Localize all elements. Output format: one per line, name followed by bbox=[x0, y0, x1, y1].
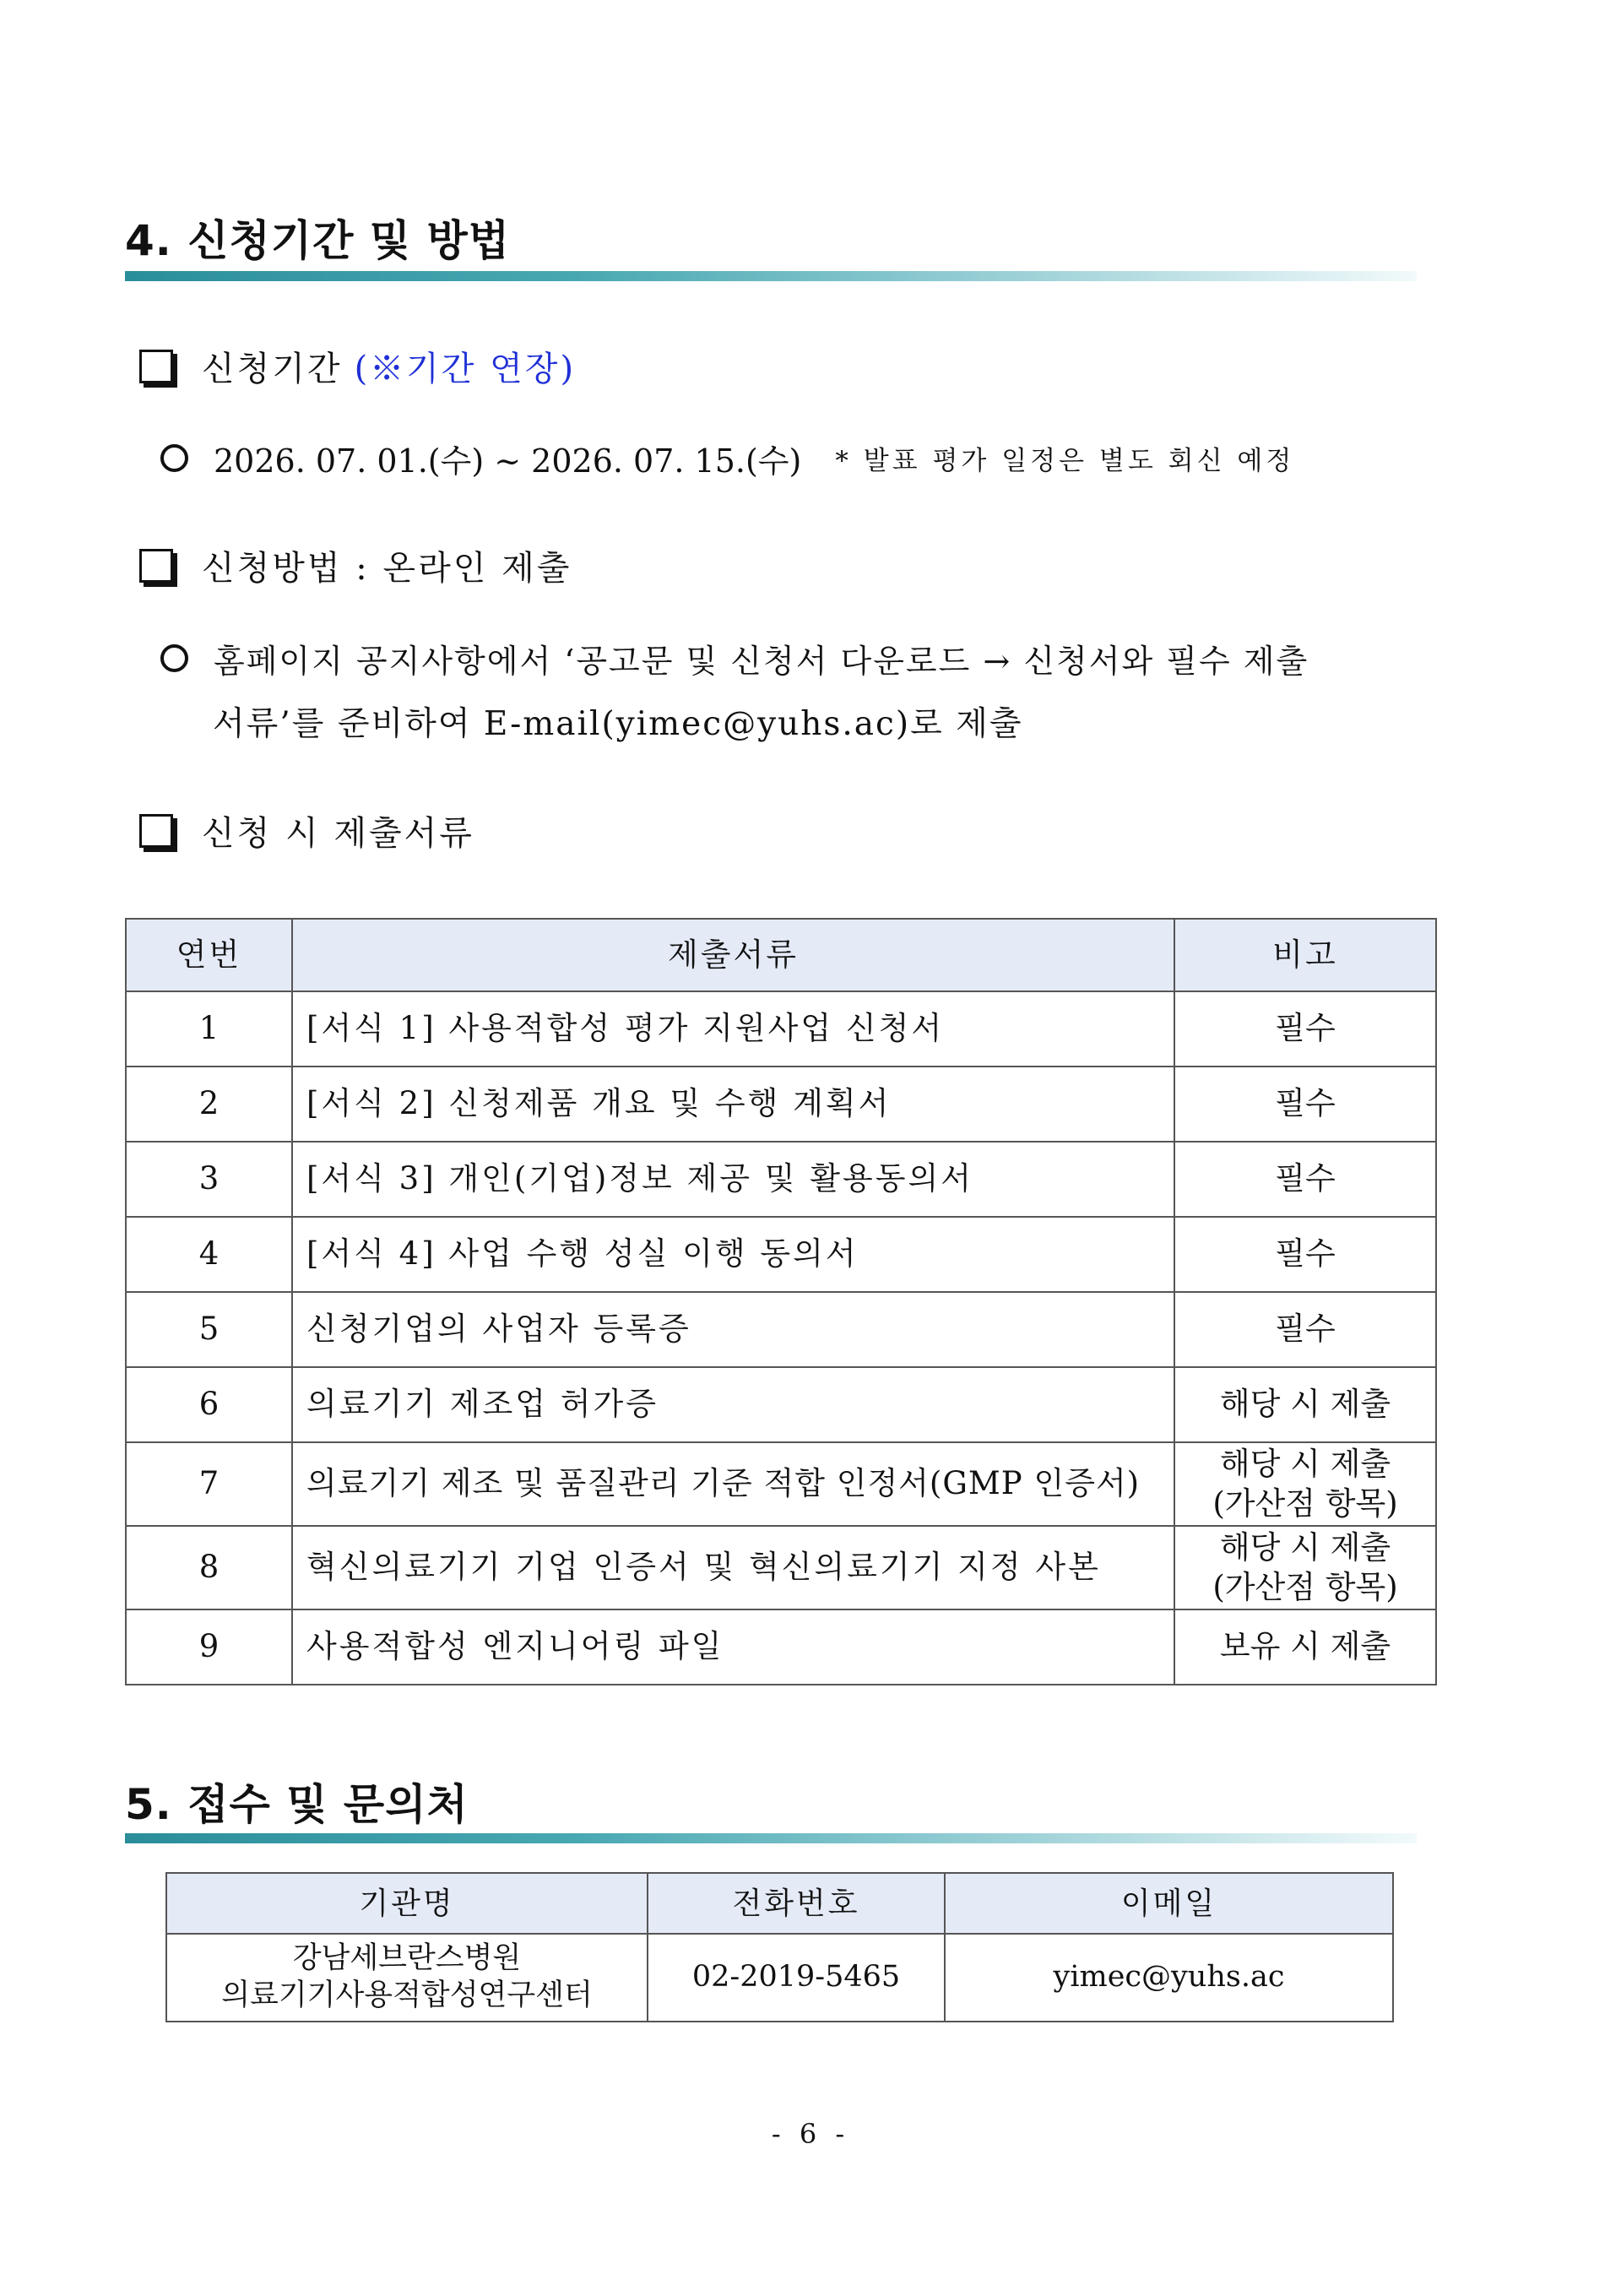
circle-bullet-icon bbox=[160, 644, 188, 672]
organization-name-line-2: 의료기기사용적합성연구센터 bbox=[221, 1978, 593, 2012]
circle-bullet-icon bbox=[160, 444, 188, 472]
table-row bbox=[126, 1526, 1436, 1609]
table-header-row bbox=[126, 919, 1436, 991]
documents-table bbox=[125, 918, 1437, 1685]
row-note bbox=[1174, 1442, 1436, 1526]
table-row bbox=[126, 991, 1436, 1067]
page-number: - 6 - bbox=[771, 2118, 850, 2150]
row-document: 혁신의료기기 기업 인증서 및 혁신의료기기 지정 사본 bbox=[292, 1526, 1174, 1609]
method-heading bbox=[139, 541, 572, 589]
period-dates: 2026. 07. 01.(수) ~ 2026. 07. 15.(수) bbox=[214, 442, 802, 480]
row-document: [서식 1] 사용적합성 평가 지원사업 신청서 bbox=[292, 991, 1174, 1067]
row-document: [서식 4] 사업 수행 성실 이행 동의서 bbox=[292, 1217, 1174, 1292]
column-header-email: 이메일 bbox=[945, 1873, 1393, 1934]
column-header-number: 연번 bbox=[126, 919, 292, 991]
method-heading-label: 신청방법 : 온라인 제출 bbox=[202, 549, 572, 588]
table-row bbox=[126, 1442, 1436, 1526]
checkbox-icon bbox=[139, 350, 173, 383]
row-note: 필수 bbox=[1174, 991, 1436, 1067]
table-row bbox=[126, 1142, 1436, 1217]
column-header-note: 비고 bbox=[1174, 919, 1436, 991]
table-row bbox=[126, 1067, 1436, 1142]
row-number: 2 bbox=[126, 1067, 292, 1142]
row-number: 1 bbox=[126, 991, 292, 1067]
row-number: 8 bbox=[126, 1526, 292, 1609]
row-note bbox=[1174, 1526, 1436, 1609]
row-note: 필수 bbox=[1174, 1292, 1436, 1367]
row-document: [서식 2] 신청제품 개요 및 수행 계획서 bbox=[292, 1067, 1174, 1142]
organization-name-line-1: 강남세브란스병원 bbox=[292, 1941, 522, 1976]
section-4-underline bbox=[125, 271, 1417, 281]
contact-row bbox=[166, 1934, 1393, 2022]
row-document: 의료기기 제조업 허가증 bbox=[292, 1367, 1174, 1442]
row-document: 사용적합성 엔지니어링 파일 bbox=[292, 1609, 1174, 1685]
row-note-line-1: 해당 시 제출 bbox=[1219, 1446, 1391, 1483]
row-number: 5 bbox=[126, 1292, 292, 1367]
period-heading-label: 신청기간 bbox=[202, 350, 343, 388]
row-document: 신청기업의 사업자 등록증 bbox=[292, 1292, 1174, 1367]
documents-heading-label: 신청 시 제출서류 bbox=[202, 814, 474, 853]
table-row bbox=[126, 1367, 1436, 1442]
period-extension-note: (※기간 연장) bbox=[354, 350, 577, 388]
row-note: 보유 시 제출 bbox=[1174, 1609, 1436, 1685]
method-text-2: 서류’를 준비하여 E-mail(yimec@yuhs.ac)로 제출 bbox=[213, 705, 1023, 743]
row-number: 7 bbox=[126, 1442, 292, 1526]
period-dates-line bbox=[160, 435, 1294, 481]
column-header-document: 제출서류 bbox=[292, 919, 1174, 991]
contact-header-row bbox=[166, 1873, 1393, 1934]
table-row bbox=[126, 1609, 1436, 1685]
contact-table bbox=[165, 1872, 1394, 2022]
method-text-1: 홈페이지 공지사항에서 ‘공고문 및 신청서 다운로드 → 신청서와 필수 제출 bbox=[214, 643, 1309, 680]
email-address[interactable]: yimec@yuhs.ac bbox=[945, 1934, 1393, 2022]
checkbox-icon bbox=[139, 814, 173, 848]
row-number: 6 bbox=[126, 1367, 292, 1442]
row-number: 3 bbox=[126, 1142, 292, 1217]
column-header-phone: 전화번호 bbox=[648, 1873, 945, 1934]
period-heading bbox=[139, 342, 576, 390]
section-4-title: 4. 신청기간 및 방법 bbox=[125, 216, 511, 265]
row-document: 의료기기 제조 및 품질관리 기준 적합 인정서(GMP 인증서) bbox=[292, 1442, 1174, 1526]
section-5-title: 5. 접수 및 문의처 bbox=[125, 1780, 469, 1829]
row-note: 필수 bbox=[1174, 1217, 1436, 1292]
row-document: [서식 3] 개인(기업)정보 제공 및 활용동의서 bbox=[292, 1142, 1174, 1217]
table-row bbox=[126, 1292, 1436, 1367]
row-note-line-2: (가산점 항목) bbox=[1212, 1568, 1398, 1605]
section-5-underline bbox=[125, 1833, 1417, 1843]
column-header-organization: 기관명 bbox=[166, 1873, 648, 1934]
method-line-1 bbox=[160, 635, 1309, 681]
period-remark: * 발표 평가 일정은 별도 회신 예정 bbox=[835, 446, 1295, 476]
phone-number: 02-2019-5465 bbox=[648, 1934, 945, 2022]
row-note: 필수 bbox=[1174, 1142, 1436, 1217]
row-number: 9 bbox=[126, 1609, 292, 1685]
row-note: 필수 bbox=[1174, 1067, 1436, 1142]
row-note: 해당 시 제출 bbox=[1174, 1367, 1436, 1442]
organization-cell bbox=[166, 1934, 648, 2022]
documents-heading bbox=[139, 806, 474, 855]
row-number: 4 bbox=[126, 1217, 292, 1292]
row-note-line-2: (가산점 항목) bbox=[1212, 1485, 1398, 1522]
row-note-line-1: 해당 시 제출 bbox=[1219, 1529, 1391, 1566]
checkbox-icon bbox=[139, 549, 173, 583]
table-row bbox=[126, 1217, 1436, 1292]
